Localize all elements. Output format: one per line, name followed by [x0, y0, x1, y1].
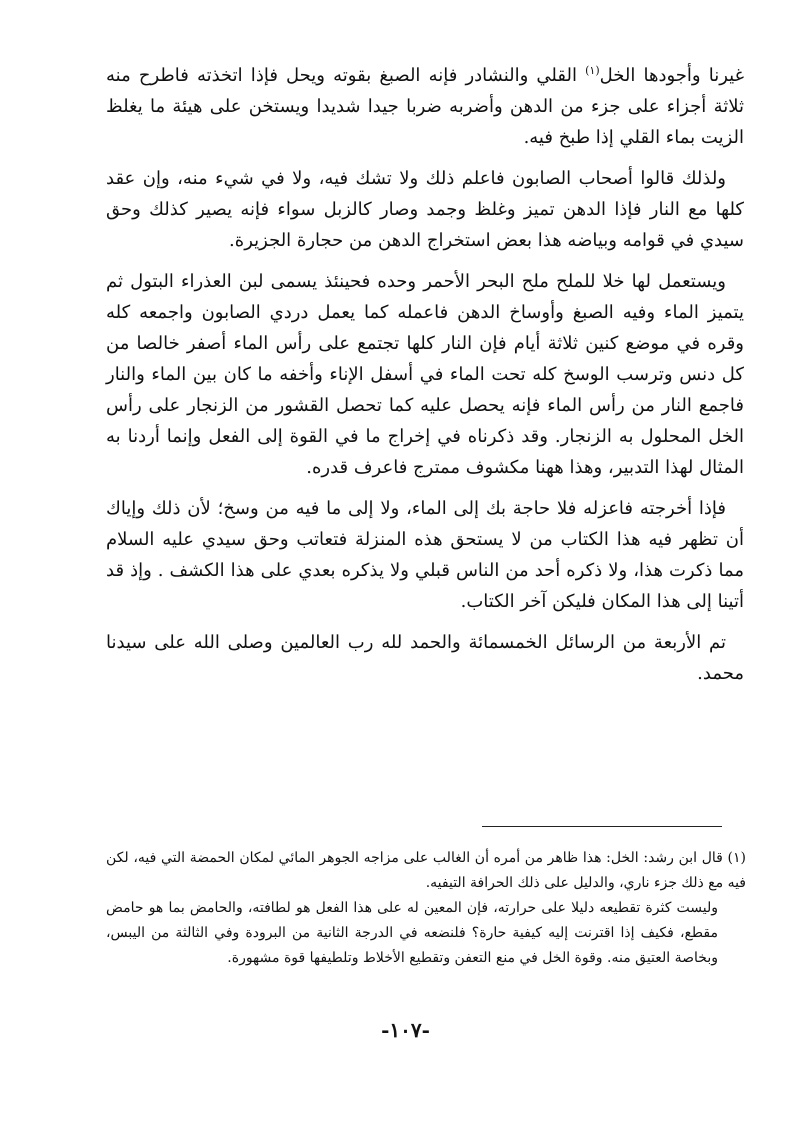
paragraph-1-start: غيرنا وأجودها الخل: [599, 65, 744, 86]
footnote-1: (١) قال ابن رشد: الخل: هذا ظاهر من أمره أن الغالب على مزاجه الجوهر المائي لمكان الحمضة التي فيه، لكن فيه مع ذلك جزء ناري، والدليل على ذلك الحرافة التيفيه.: [106, 850, 746, 891]
footnote-divider: [482, 826, 722, 827]
paragraph-1-rest: القلي والنشادر فإنه الصبغ بقوته ويحل فإذا اتخذته فاطرح منه ثلاثة أجزاء على جزء من الدهن وأضربه ضربا جيدا شديدا ويستخن على هيئة ما يغلظ الزيت بماء القلي إذا طبخ فيه.: [106, 65, 744, 148]
paragraph-4: فإذا أخرجته فاعزله فلا حاجة بك إلى الماء، ولا إلى ما فيه من وسخ؛ لأن ذلك وإياك أن تظهر فيه هذا الكتاب من لا يستحق هذه المنزلة فتعاتب وحق سيدي عليه السلام مما ذكرت هذا، ولا ذكره أحد من الناس قبلي ولا يذكره بعدي على هذا الكشف . وإذ قد أتينا إلى هذا المكان فليكن آخر الكتاب.: [106, 498, 744, 612]
footnotes: [106, 846, 746, 971]
footnote-marker[interactable]: (١): [585, 64, 600, 77]
paragraph-1: [106, 60, 744, 153]
page-number: -١٠٧-: [381, 1018, 430, 1042]
main-text: [106, 60, 744, 699]
paragraph-2: ولذلك قالوا أصحاب الصابون فاعلم ذلك ولا تشك فيه، ولا في شيء منه، وإن عقد كلها مع النار فإذا الدهن تميز وغلظ وجمد وصار كالزبل سواء فإنه يصير كذلك وحق سيدي في قوامه وبياضه هذا بعض استخراج الدهن من حجارة الجزيرة.: [106, 168, 744, 251]
paragraph-3: ويستعمل لها خلا للملح ملح البحر الأحمر وحده فحينئذ يسمى لبن العذراء البتول ثم يتميز الماء وفيه الصبغ وأوساخ الدهن فاعمله كما يعمل دردي الصابون واجمعه كله وقره في موضع كنين ثلاثة أيام فإن النار كلها تجتمع على رأس الماء أصفر خالصا من كل دنس وترسب الوسخ كله تحت الماء في أسفل الإناء وأخفه ما كان بين الماء والنار فاجمع النار من رأس الماء فإنه يحصل عليه كما تحصل القشور من الزنجار على رأس الخل المحلول به الزنجار. وقد ذكرناه في إخراج ما في القوة إلى الفعل وإنما أردنا به المثال لهذا التدبير، وهذا ههنا مكشوف ممترج فاعرف قدره.: [106, 271, 744, 478]
footnote-1-continued: وليست كثرة تقطيعه دليلا على حرارته، فإن المعين له على هذا الفعل هو لطافته، والحامض بما هو حامض مقطع، فكيف إذا اقترنت إليه كيفية حارة؟ فلنضعه في الدرجة الثانية من البرودة وفي الثالثة من اليبس، وبخاصة العتيق منه. وقوة الخل في منع التعفن وتقطيع الأخلاط وتلطيفها قوة مشهورة.: [106, 900, 718, 966]
paragraph-5: تم الأربعة من الرسائل الخمسمائة والحمد لله رب العالمين وصلى الله على سيدنا محمد.: [106, 632, 744, 684]
